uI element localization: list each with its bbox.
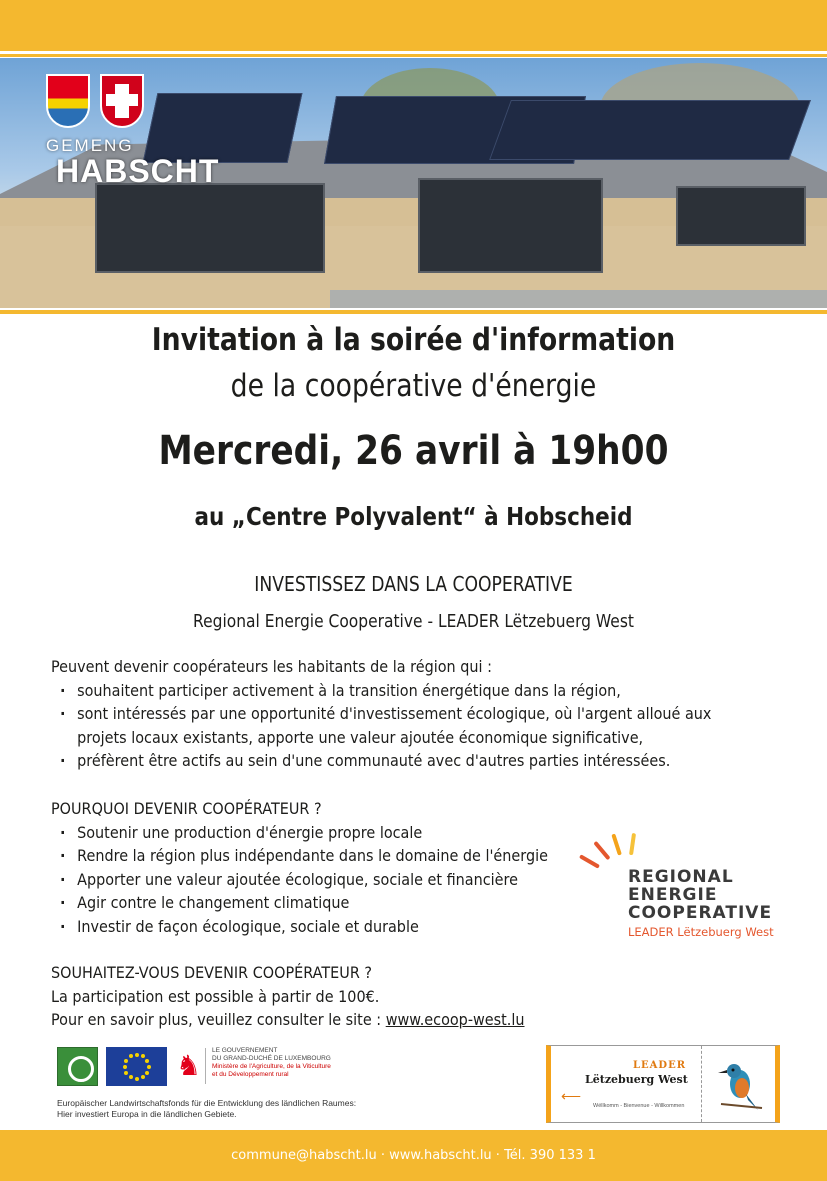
eu-star-icon [141, 1054, 145, 1058]
rec-logo-line-2: ENERGIE [628, 885, 718, 905]
top-divider [0, 54, 827, 57]
why-heading: POURQUOI DEVENIR COOPÉRATEUR ? [51, 799, 322, 818]
sun-ray-icon [579, 854, 600, 868]
list-item: · souhaitent participer activement à la transition énergétique dans la région, [51, 679, 711, 703]
eu-star-icon [124, 1059, 128, 1063]
event-place: au „Centre Polyvalent“ à Hobscheid [194, 502, 633, 531]
logo-habscht-text: HABSCHT [56, 153, 220, 189]
sun-ray-icon [611, 833, 622, 855]
divider [205, 1048, 206, 1084]
leader-letzebuerg-west-logo [546, 1045, 780, 1123]
eu-flag-icon [106, 1047, 167, 1086]
lw-name-label: Lëtzebuerg West [585, 1073, 688, 1086]
join-section [51, 961, 525, 1032]
eu-star-icon [135, 1053, 139, 1057]
website-link[interactable]: www.ecoop-west.lu [385, 1010, 525, 1029]
eu-star-icon [124, 1071, 128, 1075]
organisation-name: Regional Energie Cooperative - LEADER Lëtzebuerg West [193, 611, 634, 632]
kingfisher-icon [716, 1058, 766, 1114]
event-date: Mercredi, 26 avril à 19h00 [158, 428, 669, 474]
invest-heading: INVESTISSEZ DANS LA COOPERATIVE [254, 572, 573, 596]
rec-logo-line-3: COOPERATIVE [628, 903, 773, 923]
leader-logo-icon [57, 1047, 98, 1086]
list-item-continuation: projets locaux existants, apporte une valeur ajoutée économique significative, [77, 727, 644, 747]
footer-contact: commune@habscht.lu · www.habscht.lu · Tél. 390 133 1 [231, 1148, 596, 1163]
join-more-info: Pour en savoir plus, veuillez consulter le site : www.ecoop-west.lu [51, 1010, 525, 1029]
rec-logo-line-1: REGIONAL [628, 867, 734, 887]
list-item: · préfèrent être actifs au sein d'une communauté avec d'autres parties intéressées. [51, 749, 711, 773]
regional-energie-cooperative-logo [595, 835, 795, 945]
logo-gemeng-text: GEMENG [46, 136, 134, 155]
title-line-2: de la coopérative d'énergie [230, 368, 597, 404]
hero-bottom-divider [0, 310, 827, 314]
eu-star-icon [123, 1065, 127, 1069]
eu-star-icon [145, 1059, 149, 1063]
lw-leader-label: LEADER [633, 1060, 687, 1071]
luxembourg-lion-icon: ♞ [176, 1050, 202, 1081]
top-yellow-band [0, 0, 827, 51]
list-item: · Agir contre le changement climatique [51, 891, 548, 915]
why-list [51, 821, 548, 939]
list-item: · Investir de façon écologique, sociale et durable [51, 915, 548, 939]
eligibility-lead: Peuvent devenir coopérateurs les habitants de la région qui : [51, 657, 492, 676]
eu-star-icon [145, 1071, 149, 1075]
sun-ray-icon [629, 833, 636, 855]
eu-star-icon [129, 1075, 133, 1079]
why-section [51, 797, 548, 938]
eu-star-icon [135, 1077, 139, 1081]
join-heading: SOUHAITEZ-VOUS DEVENIR COOPÉRATEUR ? [51, 963, 373, 982]
rec-logo-subtitle: LEADER Lëtzebuerg West [628, 925, 774, 939]
list-item: · Soutenir une production d'énergie propre locale [51, 821, 548, 845]
eligibility-section [51, 655, 711, 773]
eafrd-note: Europäischer Landwirtschaftsfonds für die Entwicklung des ländlichen Raumes: Hier investiert Europa in die ländlichen Gebiete. [57, 1098, 357, 1119]
arrow-left-icon: ⟵ [561, 1088, 582, 1104]
title-line-1: Invitation à la soirée d'information [151, 322, 676, 358]
eu-star-icon [141, 1075, 145, 1079]
join-minimum: La participation est possible à partir de 100€. [51, 986, 380, 1006]
coat-of-arms-left-icon [46, 74, 90, 128]
eu-star-icon [147, 1065, 151, 1069]
eligibility-list [51, 679, 711, 773]
list-item: · Rendre la région plus indépendante dans le domaine de l'énergie [51, 844, 548, 868]
eu-star-icon [129, 1054, 133, 1058]
lw-tagline: Wëllkomm - Bienvenue - Willkommen [593, 1103, 685, 1109]
list-item: · Apporter une valeur ajoutée écologique, sociale et financière [51, 868, 548, 892]
list-item: · sont intéressés par une opportunité d'investissement écologique, où l'argent alloué aux projets locaux existants, apporte une valeur ajoutée économique significative, [51, 702, 711, 749]
sun-ray-icon [593, 841, 610, 860]
coat-of-arms-right-icon [100, 74, 144, 128]
government-logo-text: LE GOUVERNEMENT DU GRAND-DUCHÉ DE LUXEMBOURG Ministère de l'Agriculture, de la Viticulture et du Développement rural [212, 1047, 331, 1078]
footer-band [0, 1130, 827, 1181]
